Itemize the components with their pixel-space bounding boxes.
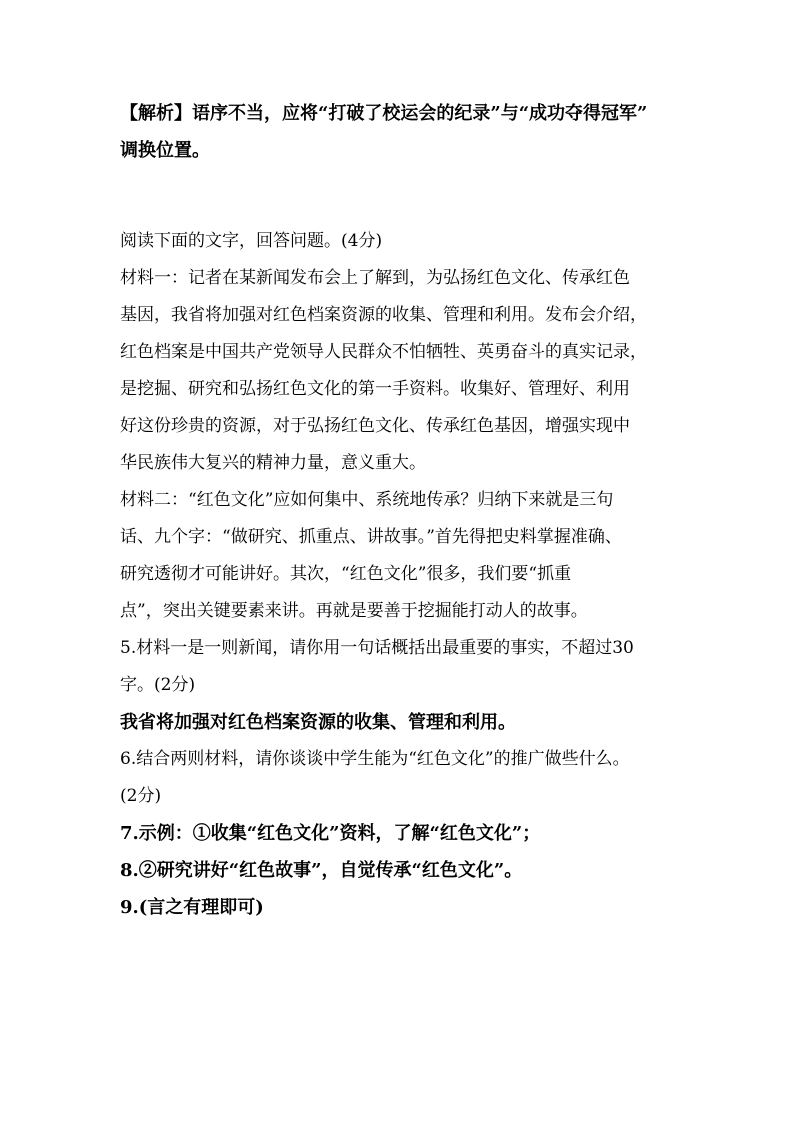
analysis-line-1: 【解析】语序不当，应将“打破了校运会的纪录”与“成功夺得冠军”	[120, 103, 648, 124]
question-6-line-2: (2分)	[120, 786, 162, 806]
analysis-line-2: 调换位置。	[120, 140, 210, 161]
material-1-line: 红色档案是中国共产党领导人民群众不怕牺牲、英勇奋斗的真实记录，	[120, 342, 647, 362]
answer-item-7: 7.示例：①收集“红色文化”资料，了解“红色文化”；	[120, 823, 541, 844]
material-1-line: 材料一：记者在某新闻发布会上了解到，为弘扬红色文化、传承红色	[120, 268, 630, 288]
material-1-line: 基因，我省将加强对红色档案资源的收集、管理和利用。发布会介绍，	[120, 305, 647, 325]
material-2-line: 材料二：“红色文化”应如何集中、系统地传承？归纳下来就是三句	[120, 490, 614, 510]
question-5-line-2: 字。(2分)	[120, 675, 196, 695]
material-1-line: 华民族伟大复兴的精神力量，意义重大。	[120, 453, 426, 473]
question-5-line-1: 5.材料一是一则新闻，请你用一句话概括出最重要的事实，不超过30	[120, 638, 634, 658]
section-gap	[120, 169, 685, 223]
material-1-line: 好这份珍贵的资源，对于弘扬红色文化、传承红色基因，增强实现中	[120, 416, 630, 436]
answer-item-8: 8.②研究讲好“红色故事”，自觉传承“红色文化”。	[120, 860, 523, 881]
question-6-line-1: 6.结合两则材料，请你谈谈中学生能为“红色文化”的推广做些什么。	[120, 749, 630, 769]
reading-instruction: 阅读下面的文字，回答问题。(4分)	[120, 231, 383, 251]
material-2-line: 研究透彻才可能讲好。其次，“红色文化”很多，我们要“抓重	[120, 564, 572, 584]
material-2-line: 话、九个字：“做研究、抓重点、讲故事。”首先得把史料掌握准确、	[120, 527, 622, 547]
material-2-line: 点”，突出关键要素来讲。再就是要善于挖掘能打动人的故事。	[120, 601, 588, 621]
question-5-answer: 我省将加强对红色档案资源的收集、管理和利用。	[120, 712, 516, 733]
answer-item-9: 9.(言之有理即可)	[120, 897, 264, 918]
material-1-line: 是挖掘、研究和弘扬红色文化的第一手资料。收集好、管理好、利用	[120, 379, 630, 399]
document-content	[120, 95, 685, 926]
